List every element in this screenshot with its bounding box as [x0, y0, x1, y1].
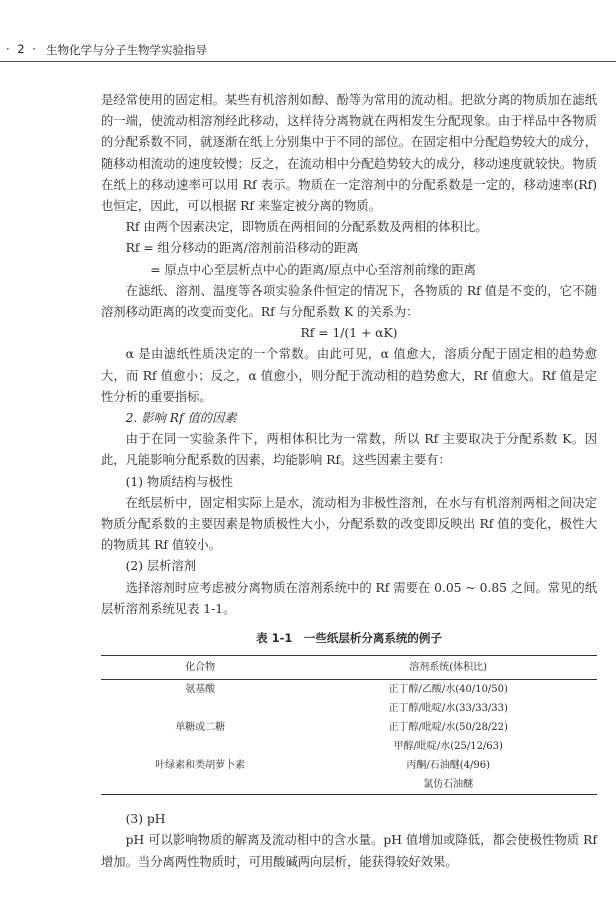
- paragraph: α 是由滤纸性质决定的一个常数。由此可见，α 值愈大，溶质分配于固定相的趋势愈大，而 Rf 值愈小；反之，α 值愈小，则分配于流动相的趋势愈大，Rf 值愈大。Rf 值是定性分析的重要指标。: [101, 347, 597, 404]
- table-cell: 正丁醇/乙酸/水(40/10/50): [388, 684, 508, 696]
- table-cell: 丙酮/石油醚(4/96): [406, 760, 491, 772]
- paragraph: Rf 由两个因素决定，即物质在两相间的分配系数及两相的体积比。: [125, 220, 488, 235]
- page-number: · 2 ·: [6, 42, 38, 56]
- table-row: [101, 737, 597, 756]
- table-cell: 氨基酸: [185, 684, 216, 696]
- running-header: [0, 40, 616, 62]
- table-cell: [101, 699, 299, 718]
- page-body: [101, 90, 597, 873]
- formula-definition: Rf = 组分移动的距离/溶剂前沿移动的距离: [125, 241, 359, 256]
- table-cell: [101, 737, 299, 756]
- header-rule: [0, 61, 616, 62]
- table-header-row: [101, 656, 597, 680]
- table-cell: 甲醇/吡啶/水(25/12/63): [393, 741, 503, 753]
- table-row: [101, 756, 597, 775]
- book-title: 生物化学与分子生物学实验指导: [46, 43, 207, 57]
- paragraph: 是经常使用的固定相。某些有机溶剂如醇、酚等为常用的流动相。把欲分离的物质加在滤纸的一端，使流动相溶剂经此移动，这样待分离物就在两相发生分配现象。由于样品中各物质的分配系数不同，就逐渐在纸上分别集中于不同的部位。在固定相中分配趋势较大的成分，随移动相流动的速度较慢；反之，在流动相中分配趋势较大的成分，移动速度就较快。物质在纸上的移动速率可以用 Rf 表示。物质在一定溶剂中的分配系数是一定的，移动速率(Rf)也恒定，因此，可以根据 Rf 来鉴定被分离的物质。: [101, 93, 597, 214]
- subsection-heading: (2) 层析溶剂: [125, 559, 197, 574]
- paragraph: 由于在同一实验条件下，两相体积比为一常数，所以 Rf 主要取决于分配系数 K。因此，凡能影响分配系数的因素，均能影响 Rf。这些因素主要有：: [101, 432, 597, 468]
- table-header-cell: 溶剂系统(体积比): [299, 656, 597, 680]
- paragraph: pH 可以影响物质的解离及流动相中的含水量。pH 值增加或降低，都会使极性物质 Rf 增加。当分离两性物质时，可用酸碱两向层析，能获得较好效果。: [101, 833, 597, 869]
- spacer: [101, 795, 597, 809]
- equation: Rf = 1/(1 + αK): [300, 326, 398, 341]
- table-cell: 正丁醇/吡啶/水(33/33/33): [388, 703, 508, 715]
- subsection-heading: (1) 物质结构与极性: [125, 474, 233, 489]
- table-cell: 氯仿石油醚: [299, 775, 597, 795]
- table-row: [101, 718, 597, 737]
- paragraph: 选择溶剂时应考虑被分离物质在溶剂系统中的 Rf 需要在 0.05 ~ 0.85 之间。常见的纸层析溶剂系统见表 1-1。: [101, 580, 597, 616]
- paragraph: 在纸层析中，固定相实际上是水，流动相为非极性溶剂，在水与有机溶剂两相之间决定物质分配系数的主要因素是物质极性大小，分配系数的改变即反映出 Rf 值的变化，极性大的物质其 Rf 值较小。: [101, 495, 597, 553]
- table-cell: [101, 775, 299, 795]
- formula-definition: = 原点中心至层析点中心的距离/原点中心至溶剂前缘的距离: [150, 262, 476, 277]
- paragraph: 在滤纸、溶剂、温度等各项实验条件恒定的情况下，各物质的 Rf 值是不变的，它不随溶剂移动距离的改变而变化。Rf 与分配系数 K 的关系为：: [101, 283, 597, 320]
- table-cell: 正丁醇/吡啶/水(50/28/22): [388, 722, 508, 734]
- table-header-cell: 化合物: [101, 656, 299, 680]
- subsection-heading: (3) pH: [125, 812, 166, 827]
- table-row: [101, 775, 597, 795]
- solvent-systems-table: [101, 655, 597, 795]
- table-cell: 单糖或二糖: [175, 722, 226, 734]
- table-row: [101, 699, 597, 718]
- table-caption: 表 1-1 一些纸层析分离系统的例子: [256, 631, 442, 646]
- table-row: [101, 680, 597, 700]
- section-heading: 2. 影响 Rf 值的因素: [125, 411, 237, 426]
- table-cell: 叶绿素和类胡萝卜素: [155, 760, 246, 772]
